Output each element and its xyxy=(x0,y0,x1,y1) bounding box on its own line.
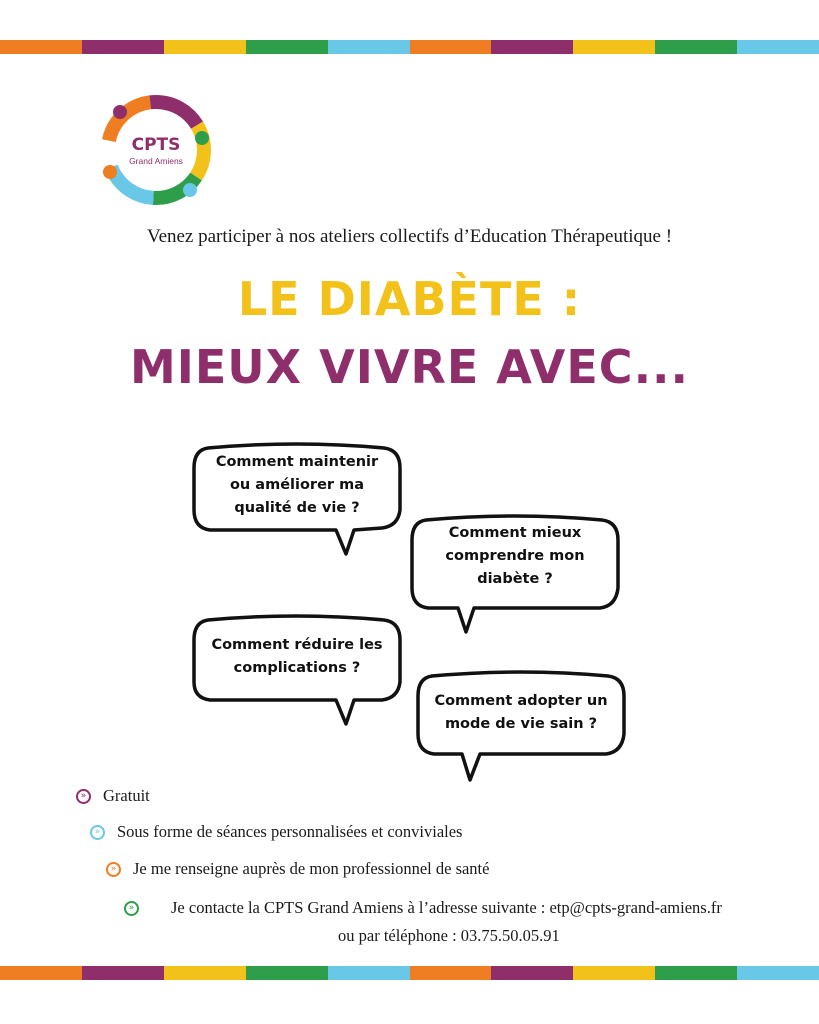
logo-subtitle: Grand Amiens xyxy=(129,156,183,166)
bubble-1-text xyxy=(196,451,398,520)
bubble-line: Comment réduire les xyxy=(211,637,383,653)
bullet-seances xyxy=(90,822,462,842)
contact-phone: ou par téléphone : 03.75.50.05.91 xyxy=(338,926,560,945)
stripe-segment xyxy=(491,40,573,54)
stripe-segment xyxy=(328,966,410,980)
stripe-segment xyxy=(410,966,492,980)
stripe-segment xyxy=(655,966,737,980)
stripe-segment xyxy=(0,966,82,980)
bullet-renseigne xyxy=(106,859,489,879)
stripe-segment xyxy=(573,40,655,54)
chevron-right-icon: » xyxy=(76,789,91,804)
stripe-segment xyxy=(82,966,164,980)
bubble-3-text xyxy=(196,634,398,680)
bubble-line: complications ? xyxy=(233,660,361,676)
chevron-right-icon: » xyxy=(124,901,139,916)
chevron-right-icon: » xyxy=(90,825,105,840)
bullet-gratuit xyxy=(76,786,150,806)
bubble-line: Comment mieux xyxy=(448,525,582,541)
intro-text: Venez participer à nos ateliers collectifs d’Education Thérapeutique ! xyxy=(146,226,673,247)
bottom-color-stripe xyxy=(0,966,819,980)
top-color-stripe xyxy=(0,40,819,54)
logo-name: CPTS xyxy=(131,135,181,155)
bubble-line: Comment adopter un xyxy=(434,693,608,709)
bubble-line: mode de vie sain ? xyxy=(444,716,598,732)
bullet-text: Gratuit xyxy=(103,786,150,805)
stripe-segment xyxy=(164,966,246,980)
bubble-4-text xyxy=(420,690,622,736)
bubble-2-text xyxy=(414,522,616,591)
stripe-segment xyxy=(328,40,410,54)
stripe-segment xyxy=(737,966,819,980)
title-line-1: LE DIABÈTE : xyxy=(237,272,582,326)
stripe-segment xyxy=(82,40,164,54)
title-line-2: MIEUX VIVRE AVEC... xyxy=(129,340,689,394)
stripe-segment xyxy=(246,40,328,54)
bullet-text: Je me renseigne auprès de mon professionnel de santé xyxy=(133,859,490,878)
bubble-line: ou améliorer ma xyxy=(229,477,365,493)
stripe-segment xyxy=(573,966,655,980)
cpts-logo xyxy=(98,92,214,208)
stripe-segment xyxy=(410,40,492,54)
bubble-line: comprendre mon xyxy=(445,548,585,564)
bubble-line: qualité de vie ? xyxy=(234,500,360,516)
stripe-segment xyxy=(737,40,819,54)
stripe-segment xyxy=(0,40,82,54)
bullet-contact xyxy=(124,898,722,918)
bubble-line: Comment maintenir xyxy=(215,454,379,470)
chevron-right-icon: » xyxy=(106,862,121,877)
bubble-line: diabète ? xyxy=(477,571,553,587)
stripe-segment xyxy=(655,40,737,54)
stripe-segment xyxy=(246,966,328,980)
bullet-text: Sous forme de séances personnalisées et conviviales xyxy=(117,822,463,841)
stripe-segment xyxy=(164,40,246,54)
stripe-segment xyxy=(491,966,573,980)
bullet-text: Je contacte la CPTS Grand Amiens à l’adresse suivante : etp@cpts-grand-amiens.fr xyxy=(171,898,722,917)
